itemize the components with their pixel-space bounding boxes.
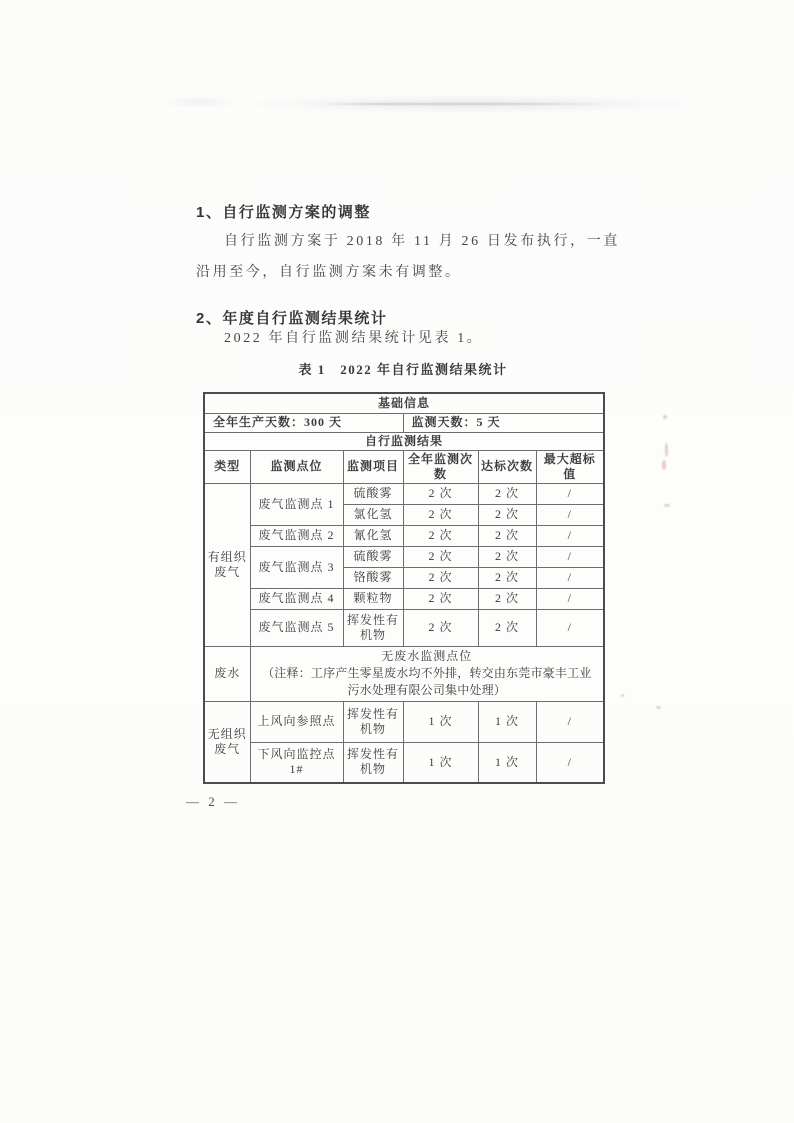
pass-count-cell: 2 次 [478,546,536,567]
wastewater-note-cell [250,646,604,701]
type-cell-organized-gas: 有组织废气 [204,483,250,646]
column-header-type: 类型 [204,450,250,483]
item-cell: 氯化氢 [343,504,403,525]
max-exceed-cell: / [536,546,604,567]
annual-count-cell: 2 次 [403,504,478,525]
annual-count-cell: 2 次 [403,525,478,546]
pass-count-cell: 2 次 [478,567,536,588]
section-2-heading: 2、年度自行监测结果统计 [196,310,388,327]
point-cell: 废气监测点 4 [250,588,343,609]
item-cell: 硫酸雾 [343,483,403,504]
ink-bleed-mark [621,694,624,697]
point-cell: 废气监测点 2 [250,525,343,546]
table-caption: 表 1 2022 年自行监测结果统计 [298,362,508,377]
ink-bleed-mark [663,415,667,419]
ink-bleed-mark [665,443,668,457]
annual-count-cell: 1 次 [403,701,478,742]
pass-count-cell: 1 次 [478,701,536,742]
point-cell: 上风向参照点 [250,701,343,742]
annual-count-cell: 1 次 [403,742,478,783]
max-exceed-cell: / [536,609,604,646]
item-cell: 硫酸雾 [343,546,403,567]
max-exceed-cell: / [536,525,604,546]
max-exceed-cell: / [536,567,604,588]
basic-info-header-cell: 基础信息 [204,393,604,413]
point-cell: 废气监测点 3 [250,546,343,588]
section-2-paragraph: 2022 年自行监测结果统计见表 1。 [224,331,484,346]
item-cell: 挥发性有机物 [343,609,403,646]
wastewater-note-line1: 无废水监测点位 [381,648,473,663]
column-header-point: 监测点位 [250,450,343,483]
type-cell-unorganized-gas: 无组织废气 [204,701,250,783]
pass-count-cell: 2 次 [478,525,536,546]
pass-count-cell: 2 次 [478,609,536,646]
table-row [204,546,604,567]
pass-count-cell: 2 次 [478,504,536,525]
pass-count-cell: 1 次 [478,742,536,783]
annual-count-cell: 2 次 [403,609,478,646]
annual-count-cell: 2 次 [403,567,478,588]
point-cell: 废气监测点 5 [250,609,343,646]
item-cell: 氰化氢 [343,525,403,546]
pass-count-cell: 2 次 [478,588,536,609]
monitoring-days-cell: 监测天数：5 天 [403,413,604,432]
table-row [204,701,604,742]
ink-bleed-mark [662,460,666,470]
column-header-item: 监测项目 [343,450,403,483]
ink-bleed-mark [656,706,661,709]
item-cell: 铬酸雾 [343,567,403,588]
wastewater-note-line2: （注释：工序产生零星废水均不外排，转交由东莞市豪丰工业污水处理有限公司集中处理） [262,665,592,697]
max-exceed-cell: / [536,701,604,742]
item-cell: 挥发性有机物 [343,742,403,783]
table-row [204,609,604,646]
column-header-max-exceed: 最大超标值 [536,450,604,483]
item-cell: 挥发性有机物 [343,701,403,742]
results-header-cell: 自行监测结果 [204,432,604,450]
monitoring-results-table [203,392,605,784]
column-header-pass-count: 达标次数 [478,450,536,483]
section-1-paragraph: 自行监测方案于 2018 年 11 月 26 日发布执行，一直沿用至今，自行监测方案未有调整。 [196,234,620,280]
production-days-cell: 全年生产天数：300 天 [204,413,403,432]
item-cell: 颗粒物 [343,588,403,609]
max-exceed-cell: / [536,483,604,504]
point-cell: 下风向监控点 1# [250,742,343,783]
max-exceed-cell: / [536,588,604,609]
pass-count-cell: 2 次 [478,483,536,504]
section-1-heading: 1、自行监测方案的调整 [196,204,371,221]
table-row-wastewater [204,646,604,701]
max-exceed-cell: / [536,504,604,525]
table-row [204,483,604,504]
table-row [204,525,604,546]
ink-bleed-mark [664,504,670,507]
max-exceed-cell: / [536,742,604,783]
column-header-annual-count: 全年监测次数 [403,450,478,483]
page-number: — 2 — [186,794,240,809]
table-row [204,588,604,609]
annual-count-cell: 2 次 [403,546,478,567]
scan-artifact-smudge [315,103,615,105]
type-cell-wastewater: 废水 [204,646,250,701]
annual-count-cell: 2 次 [403,483,478,504]
table-row [204,742,604,783]
annual-count-cell: 2 次 [403,588,478,609]
point-cell: 废气监测点 1 [250,483,343,525]
